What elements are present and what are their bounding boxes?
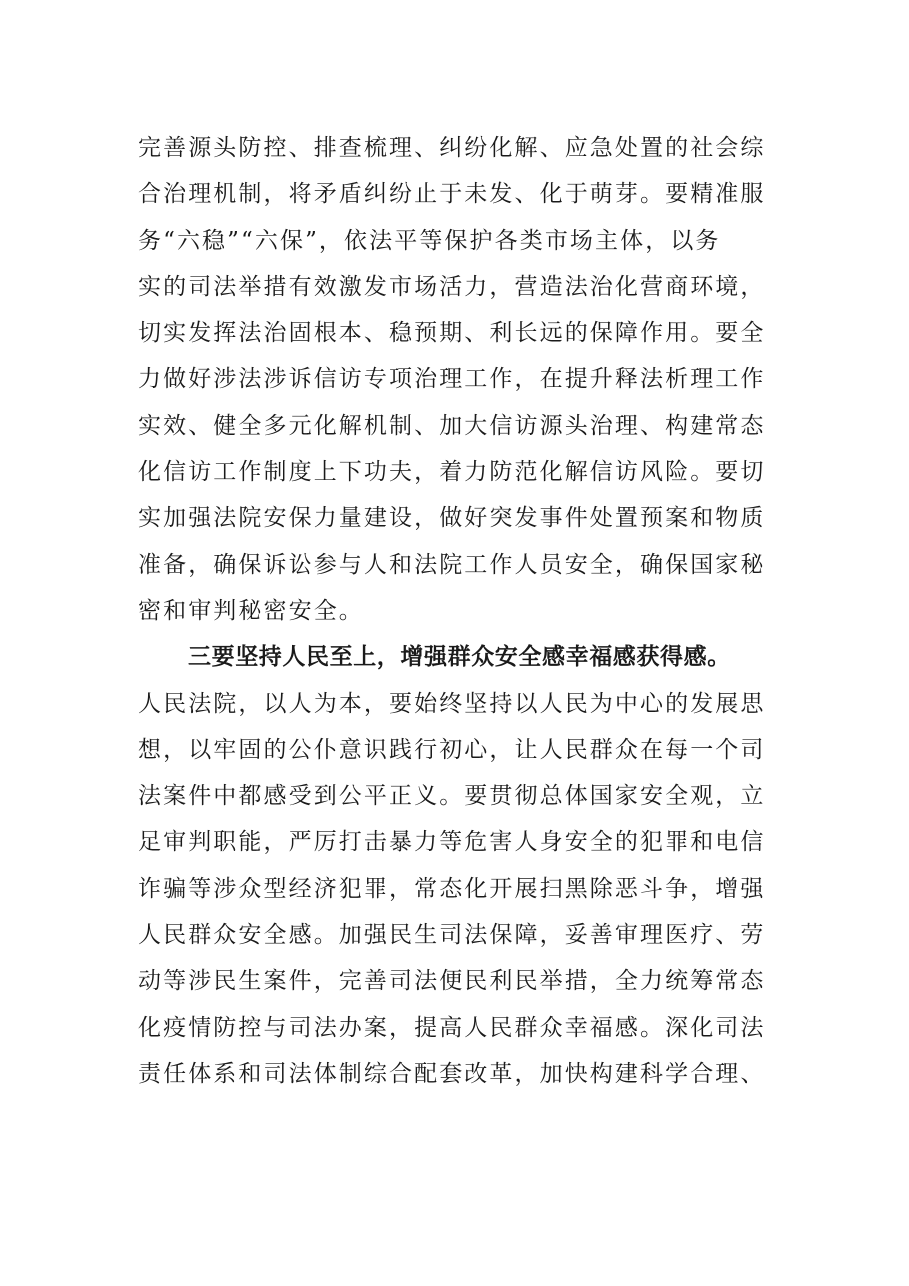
text-line: 密和审判秘密安全。 xyxy=(138,597,364,624)
text-line: 完善源头防控、排查梳理、纠纷化解、应急处置的社会综 xyxy=(138,135,766,161)
text-line: 动等涉民生案件，完善司法便民利民举措，全力统筹常态 xyxy=(138,968,766,995)
text-line: 想，以牢固的公仆意识践行初心，让人民群众在每一个司 xyxy=(138,736,766,763)
body-text xyxy=(138,125,766,1097)
text-line: 实加强法院安保力量建设，做好突发事件处置预案和物质 xyxy=(138,505,766,532)
text-line: 实效、健全多元化解机制、加大信访源头治理、构建常态 xyxy=(138,412,766,439)
text-line: 责任体系和司法体制综合配套改革，加快构建科学合理、 xyxy=(138,1060,766,1087)
text-line: 法案件中都感受到公平正义。要贯彻总体国家安全观，立 xyxy=(138,783,766,810)
text-line: 化疫情防控与司法办案，提高人民群众幸福感。深化司法 xyxy=(138,1014,766,1041)
text-line: 化信访工作制度上下功夫，着力防范化解信访风险。要切 xyxy=(138,459,766,486)
text-line: 合治理机制，将矛盾纠纷止于未发、化于萌芽。要精准服 xyxy=(138,181,766,208)
text-line: 力做好涉法涉诉信访专项治理工作，在提升释法析理工作 xyxy=(138,366,766,393)
text-line: 准备，确保诉讼参与人和法院工作人员安全，确保国家秘 xyxy=(138,551,766,578)
text-line: 诈骗等涉众型经济犯罪，常态化开展扫黑除恶斗争，增强 xyxy=(138,875,766,902)
text-line: 人民法院，以人为本，要始终坚持以人民为中心的发展思 xyxy=(138,690,766,717)
text-line: 人民群众安全感。加强民生司法保障，妥善审理医疗、劳 xyxy=(138,922,766,949)
text-line: 实的司法举措有效激发市场活力，营造法治化营商环境， xyxy=(138,273,766,300)
text-line: 足审判职能，严厉打击暴力等危害人身安全的犯罪和电信 xyxy=(138,829,766,856)
text-line: 务“六稳”“六保”，依法平等保护各类市场主体，以务 xyxy=(138,227,721,254)
text-line: 切实发挥法治固根本、稳预期、利长远的保障作用。要全 xyxy=(138,320,766,347)
section-heading: 三要坚持人民至上，增强群众安全感幸福感获得感。 xyxy=(188,643,731,671)
